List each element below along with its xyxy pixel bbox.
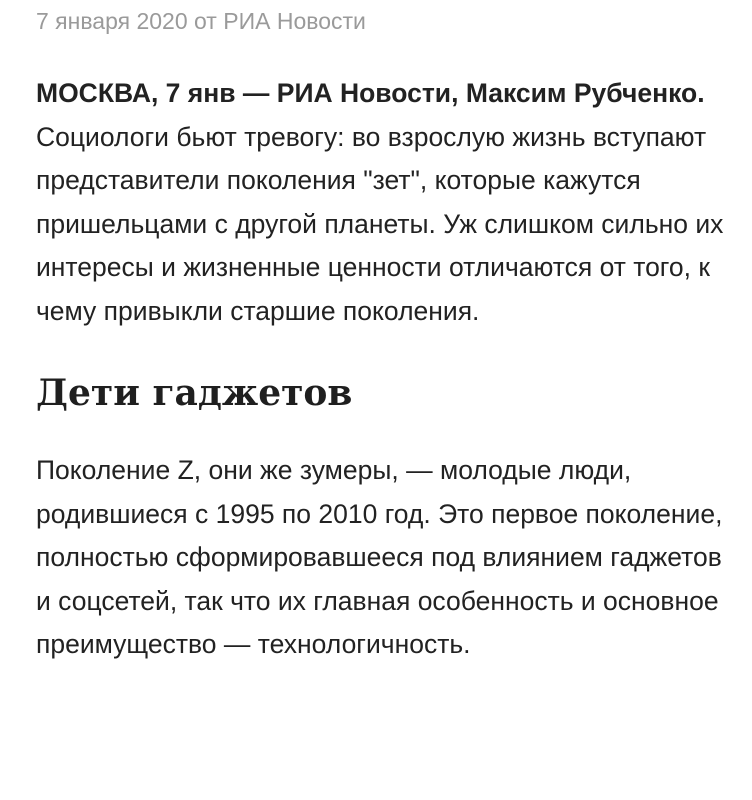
- article-meta: 7 января 2020 от РИА Новости: [36, 8, 366, 34]
- body-paragraph: Поколение Z, они же зумеры, — молодые люди, родившиеся с 1995 по 2010 год. Это первое поколение, полностью сформировавшееся под влиянием гаджетов и соцсетей, так что их главная особенность и основное преимущество — технологичность.: [36, 455, 723, 659]
- dateline: МОСКВА, 7 янв — РИА Новости, Максим Рубченко.: [36, 78, 705, 108]
- article: [36, 0, 726, 667]
- lead-paragraph: [36, 72, 726, 333]
- lead-text: Социологи бьют тревогу: во взрослую жизнь вступают представители поколения "зет", которые кажутся пришельцами с другой планеты. Уж слишком сильно их интересы и жизненные ценности отличаются от того, к чему привыкли старшие поколения.: [36, 121, 724, 326]
- section-heading: Дети гаджетов: [36, 372, 353, 414]
